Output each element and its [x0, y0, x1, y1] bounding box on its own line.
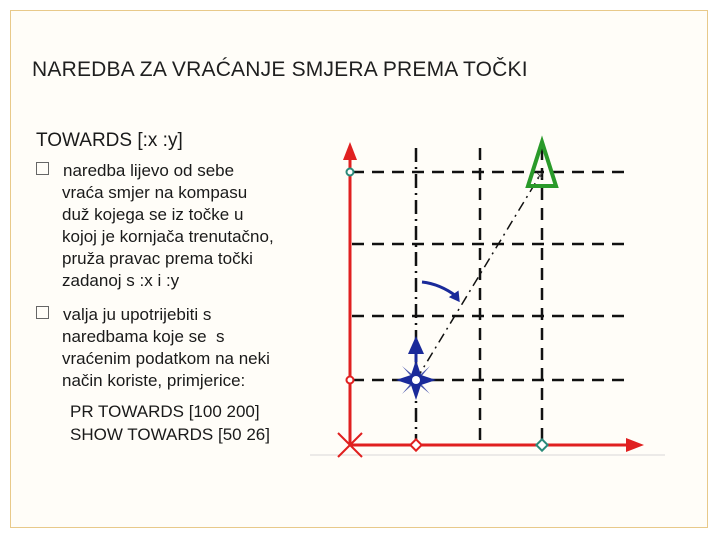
example-1: PR TOWARDS [100 200] [70, 402, 260, 421]
point-y-top [347, 169, 354, 176]
slide-title: NAREDBA ZA VRAĆANJE SMJERA PREMA TOČKI [32, 58, 528, 81]
x-axis-arrow-icon [626, 438, 644, 452]
point-y-low [347, 377, 354, 384]
bullet-2-line-2: naredbama koje se s [62, 327, 225, 346]
grid-lines [352, 148, 632, 445]
bullet-2-line-4: način koriste, primjerice: [62, 371, 246, 390]
bullet-1-line-4: kojoj je kornjača trenutačno, [62, 227, 274, 246]
bullet-1-line-3: duž kojega se iz točke u [62, 205, 244, 224]
command-heading: TOWARDS [:x :y] [36, 130, 183, 151]
point-x-1 [410, 439, 421, 450]
bullet-1-line-6: zadanoj s :x i :y [62, 271, 180, 290]
bullet-2-line-3: vraćenim podatkom na neki [62, 349, 270, 368]
bullet-1-line-5: pruža pravac prema točki [62, 249, 253, 268]
angle-arc [422, 282, 456, 296]
point-x-2 [536, 439, 547, 450]
bullet-1-line-1: naredba lijevo od sebe [63, 161, 235, 180]
angle-arrow-icon [449, 288, 464, 302]
example-2: SHOW TOWARDS [50 26] [70, 425, 270, 444]
compass-star-icon [396, 336, 436, 400]
bullet-1-line-2: vraća smjer na kompasu [62, 183, 248, 202]
target-mark: × [536, 168, 544, 183]
bullet-2-line-1: valja ju upotrijebiti s [63, 305, 212, 324]
y-axis-arrow-icon [343, 142, 357, 160]
